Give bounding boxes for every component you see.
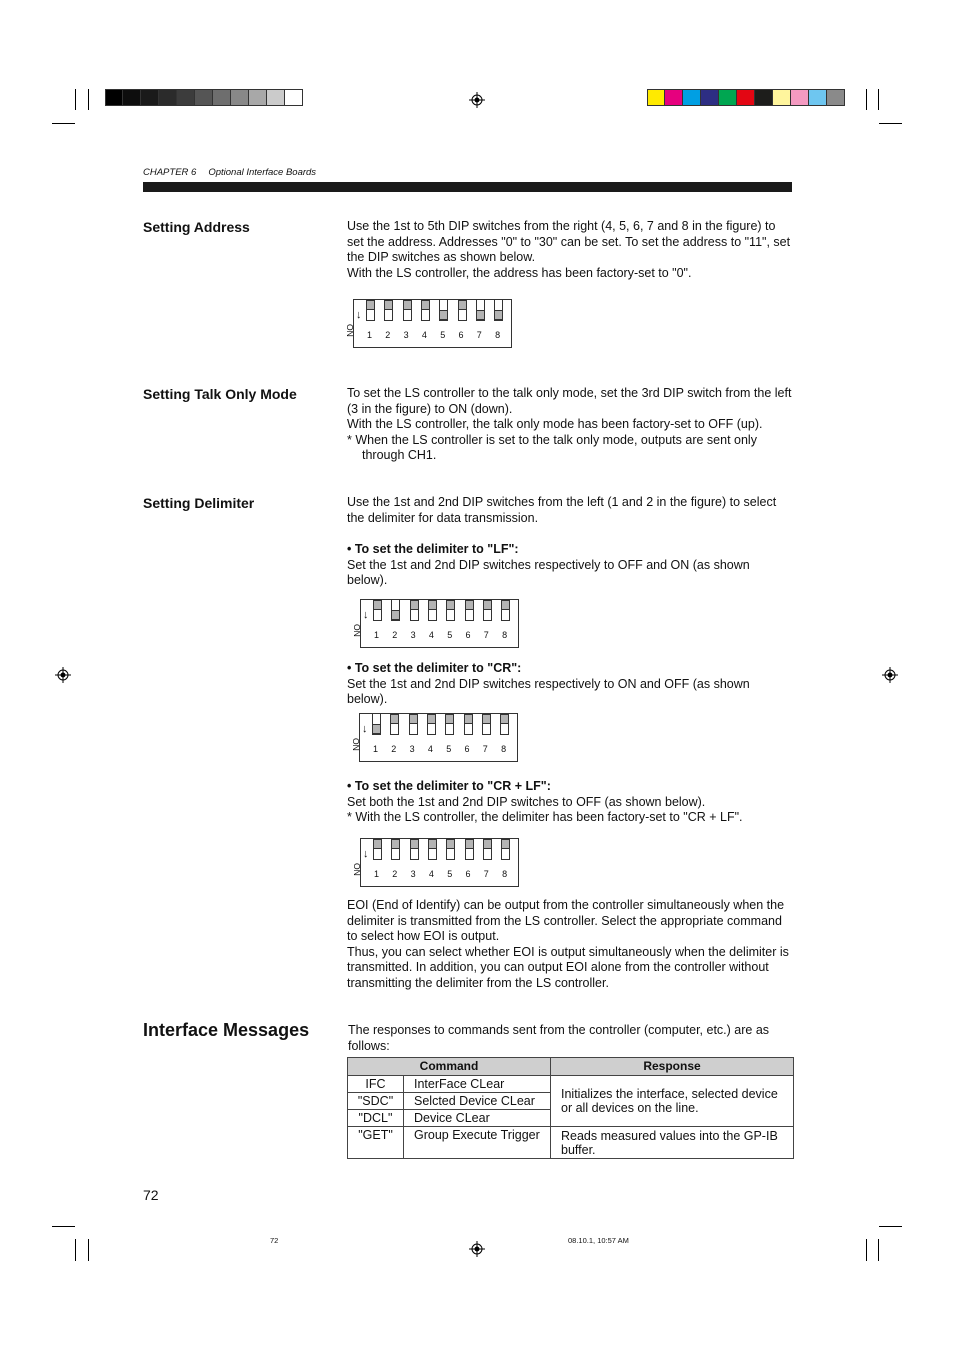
switch-knob — [446, 600, 455, 610]
slug-page-number: 72 — [270, 1236, 279, 1245]
color-swatch — [737, 89, 755, 106]
dip-switch-1 — [373, 600, 382, 621]
switch-knob — [483, 600, 492, 610]
switch-knob — [465, 600, 474, 610]
color-swatch — [177, 89, 195, 106]
note: * When the LS controller is set to the talk only mode, outputs are sent only through CH1. — [347, 432, 757, 463]
response-cell: Initializes the interface, selected device or all devices on the line. — [551, 1076, 794, 1127]
switch-number: 3 — [410, 630, 416, 640]
switch-knob — [391, 610, 400, 620]
switch-knob — [465, 839, 474, 849]
switch-knob — [476, 310, 485, 320]
crop-mark — [75, 89, 76, 110]
header-command: Command — [348, 1058, 551, 1076]
paragraph: With the LS controller, the address has been factory-set to "0". — [347, 265, 692, 280]
dip-switch-2 — [391, 839, 400, 860]
switch-number: 4 — [427, 744, 433, 754]
dip-switch-7 — [482, 714, 491, 735]
switch-number: 4 — [428, 630, 434, 640]
color-swatch — [105, 89, 123, 106]
address-text — [347, 219, 792, 281]
switch-knob — [373, 600, 382, 610]
crlf-heading: • To set the delimiter to "CR + LF": — [347, 779, 551, 793]
dip-switch-4 — [427, 714, 436, 735]
switch-number: 2 — [392, 630, 398, 640]
cr-heading: • To set the delimiter to "CR": — [347, 661, 522, 675]
switch-number: 7 — [476, 330, 482, 340]
switch-knob — [428, 600, 437, 610]
switch-number: 4 — [421, 330, 427, 340]
dip-switch-8 — [494, 300, 503, 321]
grayscale-strip — [105, 89, 303, 106]
color-swatch — [123, 89, 141, 106]
switch-knob — [403, 300, 412, 310]
color-swatch — [231, 89, 249, 106]
paragraph: Use the 1st to 5th DIP switches from the right (4, 5, 6, 7 and 8 in the figure) to set the address. Addresses "0" to "30" can be set. To set the address to "11", set the DIP switches as shown below. — [347, 219, 791, 265]
switch-number: 2 — [392, 869, 398, 879]
page-number: 72 — [143, 1187, 159, 1203]
dip-switch-lf — [352, 599, 519, 648]
color-swatch — [141, 89, 159, 106]
command-name: Device CLear — [404, 1110, 551, 1127]
table-row — [348, 1127, 794, 1159]
on-label: ON — [351, 738, 361, 751]
dip-switch-8 — [500, 714, 509, 735]
section-title-delimiter: Setting Delimiter — [143, 495, 255, 511]
switch-number: 2 — [391, 744, 397, 754]
down-arrow-icon: ↓ — [363, 848, 369, 860]
dip-switch-1 — [366, 300, 375, 321]
switch-number: 1 — [367, 330, 373, 340]
switch-knob — [482, 714, 491, 724]
crop-mark — [866, 89, 867, 110]
dip-switch-7 — [483, 600, 492, 621]
switch-knob — [458, 300, 467, 310]
switch-number: 7 — [482, 744, 488, 754]
on-label: ON — [352, 624, 362, 637]
command-name: Group Execute Trigger — [404, 1127, 551, 1159]
down-arrow-icon: ↓ — [363, 609, 369, 621]
color-swatch — [647, 89, 665, 106]
dip-switch-address — [345, 299, 512, 348]
section-title-address: Setting Address — [143, 219, 250, 235]
color-swatch — [791, 89, 809, 106]
paragraph: With the LS controller, the talk only mode has been factory-set to OFF (up). — [347, 417, 763, 432]
switch-knob — [410, 600, 419, 610]
switch-number: 1 — [373, 744, 379, 754]
switch-number: 2 — [385, 330, 391, 340]
color-swatch — [213, 89, 231, 106]
switch-number: 7 — [483, 630, 489, 640]
switch-number: 6 — [465, 630, 471, 640]
dip-switch-3 — [409, 714, 418, 735]
dip-switch-6 — [465, 839, 474, 860]
header-response: Response — [551, 1058, 794, 1076]
table-header-row — [348, 1058, 794, 1076]
switch-number: 6 — [458, 330, 464, 340]
command-code: "GET" — [348, 1127, 404, 1159]
dip-switch-2 — [390, 714, 399, 735]
switch-knob — [446, 839, 455, 849]
switch-knob — [501, 600, 510, 610]
command-code: "SDC" — [348, 1093, 404, 1110]
switch-knob — [372, 724, 381, 734]
header-bar — [143, 182, 792, 192]
chapter-title: Optional Interface Boards — [208, 167, 317, 178]
switch-number: 5 — [447, 630, 453, 640]
crop-mark — [879, 123, 902, 124]
switch-number: 1 — [374, 869, 380, 879]
registration-mark-icon — [469, 92, 485, 108]
delimiter-cr — [347, 661, 792, 708]
paragraph: Thus, you can select whether EOI is output simultaneously when the delimiter is transmitted. In addition, you can output EOI alone from the controller without transmitting the delimiter from the LS controller. — [347, 944, 789, 990]
section-title-talk-only: Setting Talk Only Mode — [143, 386, 297, 402]
crop-mark — [75, 1239, 76, 1261]
switch-knob — [428, 839, 437, 849]
switch-knob — [366, 300, 375, 310]
crlf-text: Set both the 1st and 2nd DIP switches to OFF (as shown below). — [347, 794, 706, 809]
dip-switch-7 — [476, 300, 485, 321]
switch-knob — [494, 310, 503, 320]
dip-switch-3 — [403, 300, 412, 321]
crop-mark — [878, 89, 879, 110]
switch-number: 3 — [403, 330, 409, 340]
command-code: IFC — [348, 1076, 404, 1093]
switch-number: 5 — [446, 744, 452, 754]
paragraph: To set the LS controller to the talk only mode, set the 3rd DIP switch from the left (3 in the figure) to ON (down). — [347, 386, 792, 416]
messages-intro: The responses to commands sent from the controller (computer, etc.) are as follows: — [348, 1023, 770, 1053]
dip-switch-cr — [351, 713, 518, 762]
dip-switch-4 — [428, 600, 437, 621]
switch-number: 8 — [495, 330, 501, 340]
switch-number: 8 — [502, 869, 508, 879]
dip-switch-8 — [501, 839, 510, 860]
lf-text: Set the 1st and 2nd DIP switches respectively to OFF and ON (as shown below). — [347, 557, 750, 588]
switch-knob — [373, 839, 382, 849]
chapter-number: CHAPTER 6 — [143, 167, 197, 178]
crop-mark — [866, 1239, 867, 1261]
dip-switch-5 — [445, 714, 454, 735]
dip-switch-crlf — [352, 838, 519, 887]
dip-switch-5 — [446, 839, 455, 860]
chapter-header — [143, 167, 316, 178]
color-swatch — [159, 89, 177, 106]
color-swatch — [827, 89, 845, 106]
delimiter-lf — [347, 542, 792, 589]
crop-mark — [52, 1226, 75, 1227]
dip-switch-3 — [410, 839, 419, 860]
dip-switch-2 — [384, 300, 393, 321]
crop-mark — [52, 123, 75, 124]
switch-knob — [439, 310, 448, 320]
response-cell: Reads measured values into the GP-IB buffer. — [551, 1127, 794, 1159]
switch-number: 1 — [374, 630, 380, 640]
dip-switch-2 — [391, 600, 400, 621]
switch-knob — [464, 714, 473, 724]
switch-number: 8 — [502, 630, 508, 640]
color-swatch — [683, 89, 701, 106]
switch-knob — [421, 300, 430, 310]
switch-number: 5 — [440, 330, 446, 340]
registration-mark-icon — [55, 667, 71, 683]
on-label: ON — [345, 324, 355, 337]
switch-number: 5 — [447, 869, 453, 879]
switch-knob — [384, 300, 393, 310]
switch-knob — [427, 714, 436, 724]
dip-switch-7 — [483, 839, 492, 860]
table-row — [348, 1076, 794, 1093]
section-title-interface-messages: Interface Messages — [143, 1020, 310, 1040]
color-strip — [647, 89, 845, 106]
switch-knob — [409, 714, 418, 724]
command-name: InterFace CLear — [404, 1076, 551, 1093]
dip-switch-6 — [464, 714, 473, 735]
slug-timestamp: 08.10.1, 10:57 AM — [568, 1236, 629, 1245]
command-code: "DCL" — [348, 1110, 404, 1127]
cr-text: Set the 1st and 2nd DIP switches respectively to ON and OFF (as shown below). — [347, 676, 750, 707]
switch-knob — [500, 714, 509, 724]
dip-switch-6 — [465, 600, 474, 621]
dip-switch-1 — [373, 839, 382, 860]
crop-mark — [88, 1239, 89, 1261]
switch-knob — [390, 714, 399, 724]
switch-knob — [501, 839, 510, 849]
crop-mark — [88, 89, 89, 110]
switch-number: 3 — [409, 744, 415, 754]
switch-number: 4 — [428, 869, 434, 879]
color-swatch — [249, 89, 267, 106]
switch-number: 7 — [483, 869, 489, 879]
paragraph: EOI (End of Identify) can be output from the controller simultaneously when the delimiter is transmitted from the LS controller. Select the appropriate command to select how EOI is output. — [347, 898, 785, 944]
color-swatch — [285, 89, 303, 106]
dip-switch-6 — [458, 300, 467, 321]
color-swatch — [195, 89, 213, 106]
color-swatch — [755, 89, 773, 106]
color-swatch — [267, 89, 285, 106]
down-arrow-icon: ↓ — [362, 723, 368, 735]
switch-knob — [483, 839, 492, 849]
down-arrow-icon: ↓ — [356, 309, 362, 321]
interface-messages-table — [347, 1057, 794, 1159]
eoi-text — [347, 898, 792, 992]
delimiter-intro: Use the 1st and 2nd DIP switches from the left (1 and 2 in the figure) to select the delimiter for data transmission. — [347, 495, 777, 525]
switch-knob — [445, 714, 454, 724]
command-name: Selcted Device CLear — [404, 1093, 551, 1110]
registration-mark-icon — [882, 667, 898, 683]
crlf-note: * With the LS controller, the delimiter has been factory-set to "CR + LF". — [347, 810, 743, 825]
switch-number: 3 — [410, 869, 416, 879]
dip-switch-5 — [446, 600, 455, 621]
color-swatch — [719, 89, 737, 106]
color-swatch — [773, 89, 791, 106]
switch-number: 8 — [501, 744, 507, 754]
switch-number: 6 — [464, 744, 470, 754]
crop-mark — [878, 1239, 879, 1261]
dip-switch-8 — [501, 600, 510, 621]
switch-knob — [410, 839, 419, 849]
dip-switch-1 — [372, 714, 381, 735]
color-swatch — [701, 89, 719, 106]
talk-only-text — [347, 386, 792, 464]
on-label: ON — [352, 863, 362, 876]
dip-switch-4 — [428, 839, 437, 860]
lf-heading: • To set the delimiter to "LF": — [347, 542, 519, 556]
color-swatch — [809, 89, 827, 106]
dip-switch-5 — [439, 300, 448, 321]
dip-switch-3 — [410, 600, 419, 621]
color-swatch — [665, 89, 683, 106]
registration-mark-icon — [469, 1241, 485, 1257]
crop-mark — [879, 1226, 902, 1227]
switch-knob — [391, 839, 400, 849]
dip-switch-4 — [421, 300, 430, 321]
delimiter-crlf — [347, 779, 792, 826]
switch-number: 6 — [465, 869, 471, 879]
